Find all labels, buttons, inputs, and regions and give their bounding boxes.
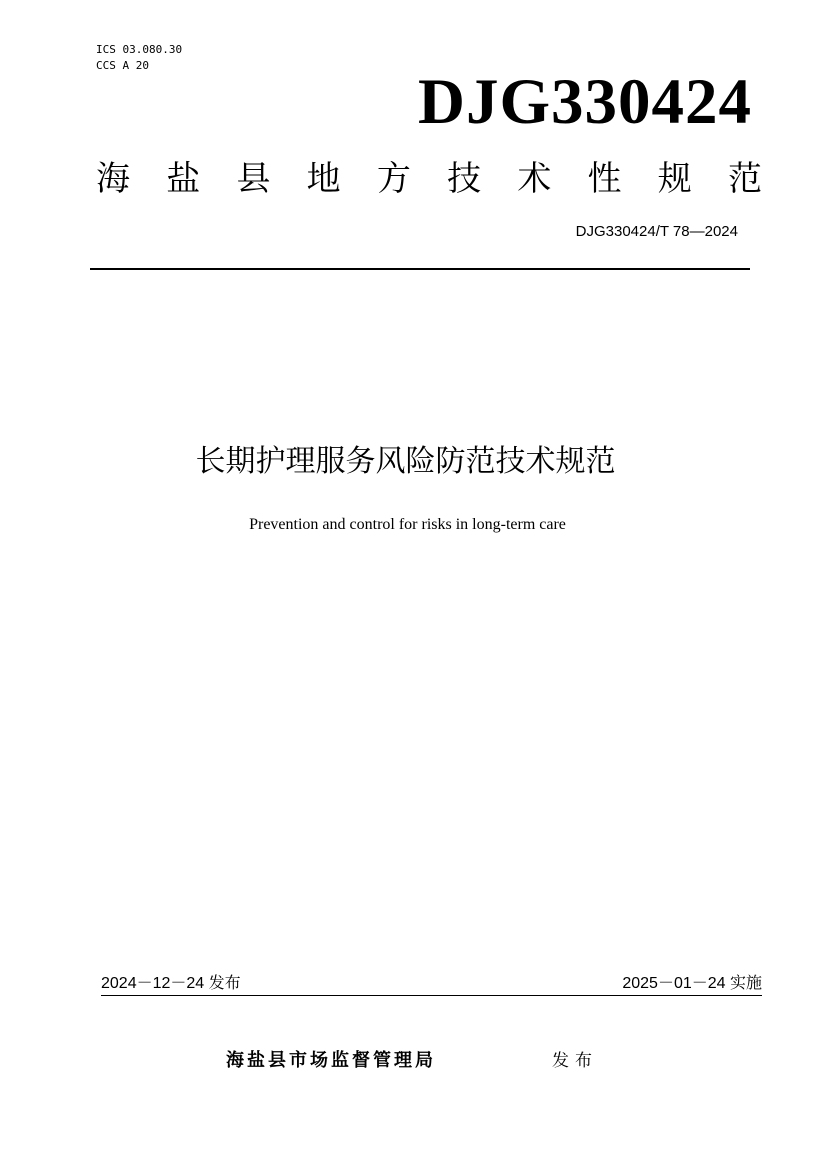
standard-type-char: 地 [306, 159, 341, 199]
implementation-date: 2025－01－24 实施 [622, 975, 762, 992]
document-title-english: Prevention and control for risks in long-term care [249, 516, 566, 533]
publisher-name: 海盐县市场监督管理局 [226, 1050, 436, 1071]
standard-type-char: 海 [96, 159, 130, 199]
document-title-chinese-text: 长期护理服务风险防范技术规范 [195, 444, 616, 479]
standard-type-char: 性 [587, 159, 622, 199]
standard-type-char: 规 [657, 159, 692, 199]
standard-type-char: 盐 [166, 159, 201, 199]
standard-code-heading: DJG330424 [418, 66, 752, 138]
standard-type-char: 术 [517, 159, 552, 199]
ics-code: ICS 03.080.30 [96, 43, 183, 56]
standard-type [96, 156, 762, 202]
document-title-chinese [0, 440, 815, 484]
ccs-code: CCS A 20 [96, 59, 149, 72]
issue-date: 2024－12－24 发布 [101, 975, 241, 992]
standard-type-char: 技 [447, 159, 482, 199]
date-row [101, 974, 762, 996]
standard-number: DJG330424/T 78—2024 [575, 223, 738, 240]
classification-codes [96, 42, 182, 74]
standard-type-char: 县 [236, 159, 271, 199]
header-divider [90, 268, 750, 270]
publish-label: 发布 [552, 1051, 598, 1071]
standard-type-char: 范 [727, 159, 762, 199]
standard-type-char: 方 [376, 159, 411, 199]
footer-divider [101, 995, 762, 996]
